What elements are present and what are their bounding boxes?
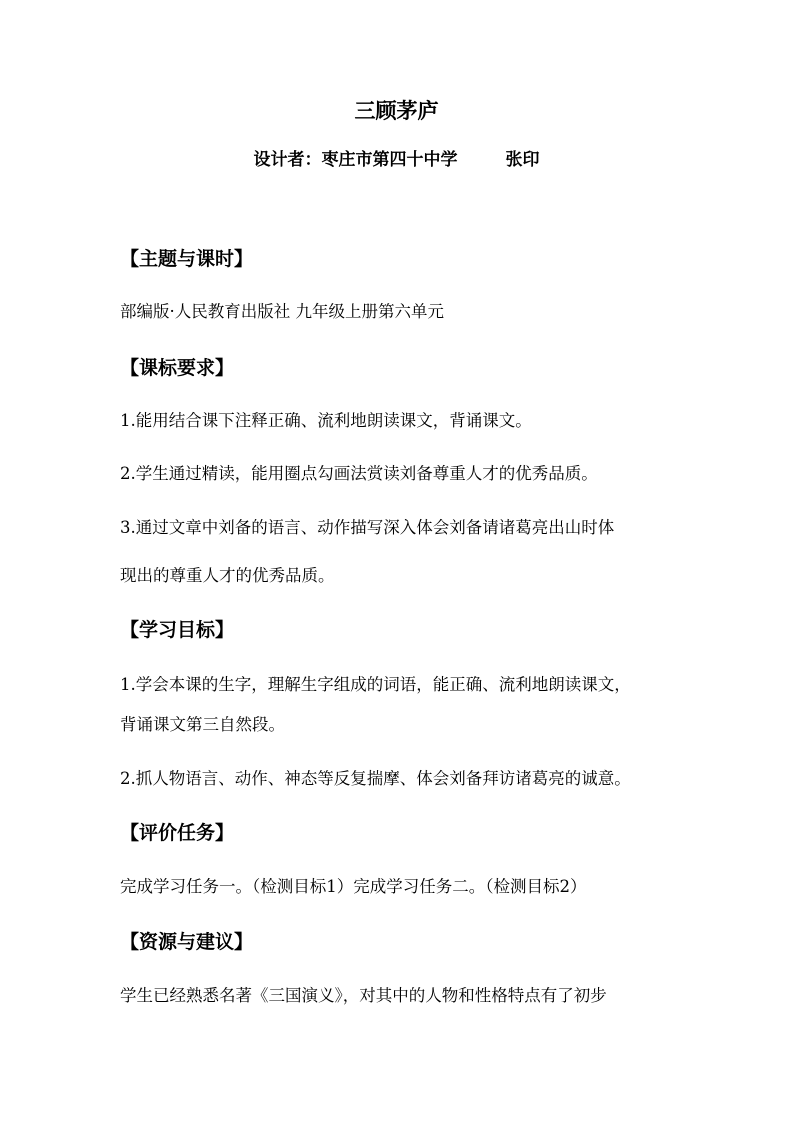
evaluation-line-1: 完成学习任务一。（检测目标1）完成学习任务二。（检测目标2） [120,877,587,896]
designer-label: 设计者：枣庄市第四十中学 [253,150,458,170]
objectives-line-2: 背诵课文第三自然段。 [120,715,285,734]
section-heading-resources: 【资源与建议】 [120,931,254,953]
document-title: 三顾茅庐 [354,99,439,123]
standards-line-4: 现出的尊重人才的优秀品质。 [120,566,335,585]
standards-line-2: 2.学生通过精读，能用圈点勾画法赏读刘备尊重人才的优秀品质。 [120,464,598,483]
section-heading-evaluation: 【评价任务】 [120,822,235,844]
objectives-line-1: 1.学会本课的生字，理解生字组成的词语，能正确、流利地朗读课文， [120,675,631,694]
designer-name: 张印 [505,150,540,170]
section-heading-standards: 【课标要求】 [120,357,235,379]
objectives-line-3: 2.抓人物语言、动作、神态等反复揣摩、体会刘备拜访诸葛亮的诚意。 [120,769,631,788]
standards-line-3: 3.通过文章中刘备的语言、动作描写深入体会刘备请诸葛亮出山时体 [120,518,615,537]
standards-line-1: 1.能用结合课下注释正确、流利地朗读课文，背诵课文。 [120,411,532,430]
theme-line-1: 部编版·人民教育出版社 九年级上册第六单元 [120,302,444,321]
section-heading-objectives: 【学习目标】 [120,619,235,641]
section-heading-theme: 【主题与课时】 [120,248,254,270]
resources-line-1: 学生已经熟悉名著《三国演义》，对其中的人物和性格特点有了初步 [120,986,607,1005]
designer-line [0,147,793,173]
